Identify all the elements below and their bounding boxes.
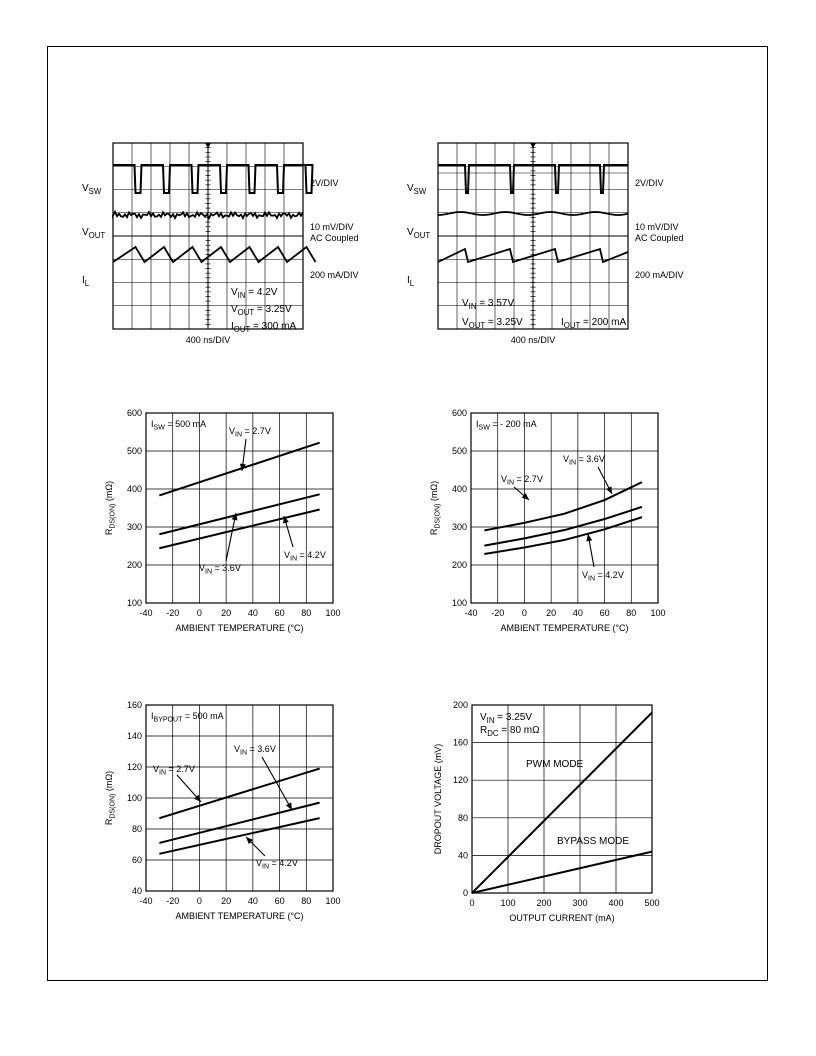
chart-4-y-tick-label: 0: [462, 888, 468, 898]
scope_left-time-scale: 400 ns/DIV: [185, 335, 231, 345]
chart-3-callout-arrow: [262, 757, 292, 810]
scope_right-channel-label: $V_{SW}$: [407, 183, 427, 196]
chart-3-x-tick-label: -20: [166, 896, 180, 906]
chart-1-x-tick-label: 20: [221, 608, 232, 618]
scope_left-annotation: $V_{OUT} = 3.25V$: [231, 304, 292, 317]
chart-3-x-tick-label: 20: [221, 896, 232, 906]
chart-2-condition: $I_{SW}$ = - 200 mA: [476, 419, 537, 432]
chart-1-callout-arrow: [226, 513, 238, 561]
chart-4-x-tick-label: 100: [500, 898, 516, 908]
chart-2-plot-frame: [471, 413, 658, 603]
chart-1-x-tick-label: 100: [325, 608, 341, 618]
chart-1-y-tick-label: 200: [126, 560, 142, 570]
chart-3-x-tick-label: -40: [139, 896, 153, 906]
chart-1-x-tick-label: 80: [301, 608, 312, 618]
chart-3-y-tick-label: 80: [131, 824, 142, 834]
chart-2-x-tick-label: 80: [626, 608, 637, 618]
chart-1-condition: $I_{SW} = 500$ mA: [151, 419, 207, 432]
chart-1-series-label: $V_{IN} = 2.7V$: [229, 426, 271, 439]
chart-3-x-axis-label: AMBIENT TEMPERATURE (°C): [175, 911, 304, 921]
chart-2-y-tick-label: 500: [451, 446, 467, 456]
chart-2-y-tick-label: 300: [451, 522, 467, 532]
chart-3-x-tick-label: 60: [274, 896, 285, 906]
scope_right-channel-scale: 200 mA/DIV: [635, 270, 684, 280]
chart-1-series-label: $V_{IN} = 4.2V$: [284, 550, 326, 563]
chart-2-series-line: [484, 482, 642, 530]
chart-3-callout-arrow-shaft: [262, 757, 292, 810]
chart-2-y-tick-label: 400: [451, 484, 467, 494]
chart-3-series-label: $V_{IN} = 3.6V$: [234, 744, 276, 757]
chart-3-x-tick-label: 40: [247, 896, 258, 906]
chart-4-condition: $V_{IN} = 3.25V$: [480, 712, 533, 725]
chart-1-y-tick-label: 600: [126, 408, 142, 418]
chart-3-callout-arrow: [246, 837, 265, 856]
chart-3-y-tick-label: 120: [126, 762, 142, 772]
scope_right-annotation: $V_{IN} = 3.57V$: [462, 298, 515, 311]
chart-1-x-axis-label: AMBIENT TEMPERATURE (°C): [175, 623, 304, 633]
scope_left-trigger-marker: [205, 143, 211, 148]
chart-2-series-label: $V_{IN} = 2.7V$: [501, 474, 543, 487]
chart-3-series-line: [159, 769, 319, 819]
scope_right-channel-scale: 10 mV/DIV: [635, 222, 679, 232]
chart-4-y-tick-label: 80: [457, 812, 468, 823]
chart-4-y-tick-label: 40: [457, 850, 468, 861]
chart-1-y-tick-label: 500: [126, 446, 142, 456]
chart-1-plot-frame: [146, 413, 333, 603]
chart-3-y-tick-label: 100: [126, 793, 142, 803]
chart-1-y-tick-label: 300: [126, 522, 142, 532]
chart-2-x-tick-label: 60: [599, 608, 610, 618]
chart-4-y-tick-label: 120: [452, 775, 468, 786]
chart-4-x-tick-label: 500: [644, 898, 660, 908]
scope_left-channel-scale: 200 mA/DIV: [310, 270, 359, 280]
chart-3-x-tick-label: 80: [301, 896, 312, 906]
chart-2-series-line: [484, 517, 642, 554]
chart-3-series-label: $V_{IN} = 2.7V$: [153, 764, 195, 777]
chart-2-x-tick-label: -40: [464, 608, 478, 618]
chart-2-callout-arrow-head: [586, 534, 592, 541]
scope_left-channel-label: $I_L$: [82, 275, 90, 288]
chart-2-series-label: $V_{IN} = 4.2V$: [582, 570, 624, 583]
scope_right-time-scale: 400 ns/DIV: [510, 335, 556, 345]
chart-3-y-tick-label: 60: [131, 855, 142, 865]
chart-2-y-tick-label: 600: [451, 408, 467, 418]
scope_right-channel-scale-2: AC Coupled: [635, 233, 684, 243]
chart-1-x-tick-label: -20: [166, 608, 180, 618]
chart-2-x-tick-label: 0: [521, 608, 527, 618]
chart-4-series-label: PWM MODE: [526, 759, 584, 770]
chart-1-y-tick-label: 400: [126, 484, 142, 494]
chart-3-series-label: $V_{IN} = 4.2V$: [256, 858, 298, 871]
chart-4-condition: $R_{DC} = 80$ mΩ: [480, 725, 540, 738]
chart-1-x-tick-label: -40: [139, 608, 153, 618]
scope_right-annotation: $I_{OUT} = 200$ mA: [561, 317, 627, 330]
chart-2-callout-arrow: [598, 467, 612, 494]
chart-2-x-tick-label: 40: [572, 608, 583, 618]
chart-4-y-tick-label: 200: [452, 700, 468, 710]
chart-4-x-tick-label: 200: [536, 898, 552, 908]
scope_left-il-trace: [113, 247, 316, 262]
chart-1-x-tick-label: 60: [274, 608, 285, 618]
chart-2-x-axis-label: AMBIENT TEMPERATURE (°C): [500, 623, 629, 633]
chart-3-y-tick-label: 40: [131, 886, 142, 896]
chart-3-x-tick-label: 100: [325, 896, 341, 906]
chart-2-y-axis-label: $R_{DS(ON)}$ (mΩ): [429, 480, 442, 536]
chart-1-callout-arrow-shaft: [226, 513, 236, 561]
chart-2-x-tick-label: 100: [650, 608, 666, 618]
chart-2-x-tick-label: 20: [546, 608, 557, 618]
scope_right-channel-label: $V_{OUT}$: [407, 227, 431, 240]
chart-4-series-line: [472, 713, 652, 893]
chart-2-y-tick-label: 100: [451, 598, 467, 608]
chart-4-x-tick-label: 400: [608, 898, 624, 908]
chart-3-x-tick-label: 0: [196, 896, 202, 906]
chart-1-callout-arrow: [283, 516, 293, 547]
chart-2-callout-arrow: [586, 534, 594, 567]
scope_right-annotation: $V_{OUT} = 3.25V$: [462, 317, 523, 330]
chart-3-condition: $I_{BYPOUT} = 500$ mA: [151, 711, 224, 724]
scope_left-vsw-trace: [113, 165, 313, 193]
chart-1-series-line: [159, 443, 319, 496]
chart-4-series-line: [472, 852, 652, 893]
chart-4-series-label: BYPASS MODE: [557, 836, 630, 847]
scope_right-channel-label: $I_L$: [407, 275, 415, 288]
chart-4-y-axis-label: DROPOUT VOLTAGE (mV): [433, 743, 443, 855]
chart-1-x-tick-label: 0: [196, 608, 202, 618]
scope_left-channel-scale: 2V/DIV: [310, 178, 339, 188]
scope_left-channel-scale: 10 mV/DIV: [310, 222, 354, 232]
chart-4-x-axis-label: OUTPUT CURRENT (mA): [509, 913, 615, 923]
scope_right-channel-scale: 2V/DIV: [635, 178, 664, 188]
chart-1-series-label: $V_{IN} = 3.6V$: [199, 563, 241, 576]
chart-4-x-tick-label: 300: [572, 898, 588, 908]
scope_left-channel-scale-2: AC Coupled: [310, 233, 359, 243]
chart-3-y-tick-label: 160: [126, 700, 142, 710]
scope_right-trigger-marker: [530, 143, 536, 148]
scope_left-annotation: $V_{IN} = 4.2V$: [231, 287, 278, 300]
chart-2-series-label: $V_{IN} = 3.6V$: [563, 454, 605, 467]
chart-2-x-tick-label: -20: [491, 608, 505, 618]
chart-4-y-tick-label: 160: [452, 737, 468, 748]
chart-4-x-tick-label: 0: [469, 898, 475, 908]
chart-1-y-axis-label: $R_{DS(ON)}$ (mΩ): [104, 480, 117, 536]
scope_left-annotation: $I_{OUT} = 300$ mA: [231, 321, 297, 334]
chart-2-y-tick-label: 200: [451, 560, 467, 570]
chart-3-y-tick-label: 140: [126, 731, 142, 741]
chart-1-x-tick-label: 40: [247, 608, 258, 618]
scope_left-channel-label: $V_{SW}$: [82, 183, 102, 196]
chart-1-y-tick-label: 100: [126, 598, 142, 608]
scope_left-channel-label: $V_{OUT}$: [82, 227, 106, 240]
chart-3-y-axis-label: $R_{DS(ON)}$ (mΩ): [104, 770, 117, 826]
